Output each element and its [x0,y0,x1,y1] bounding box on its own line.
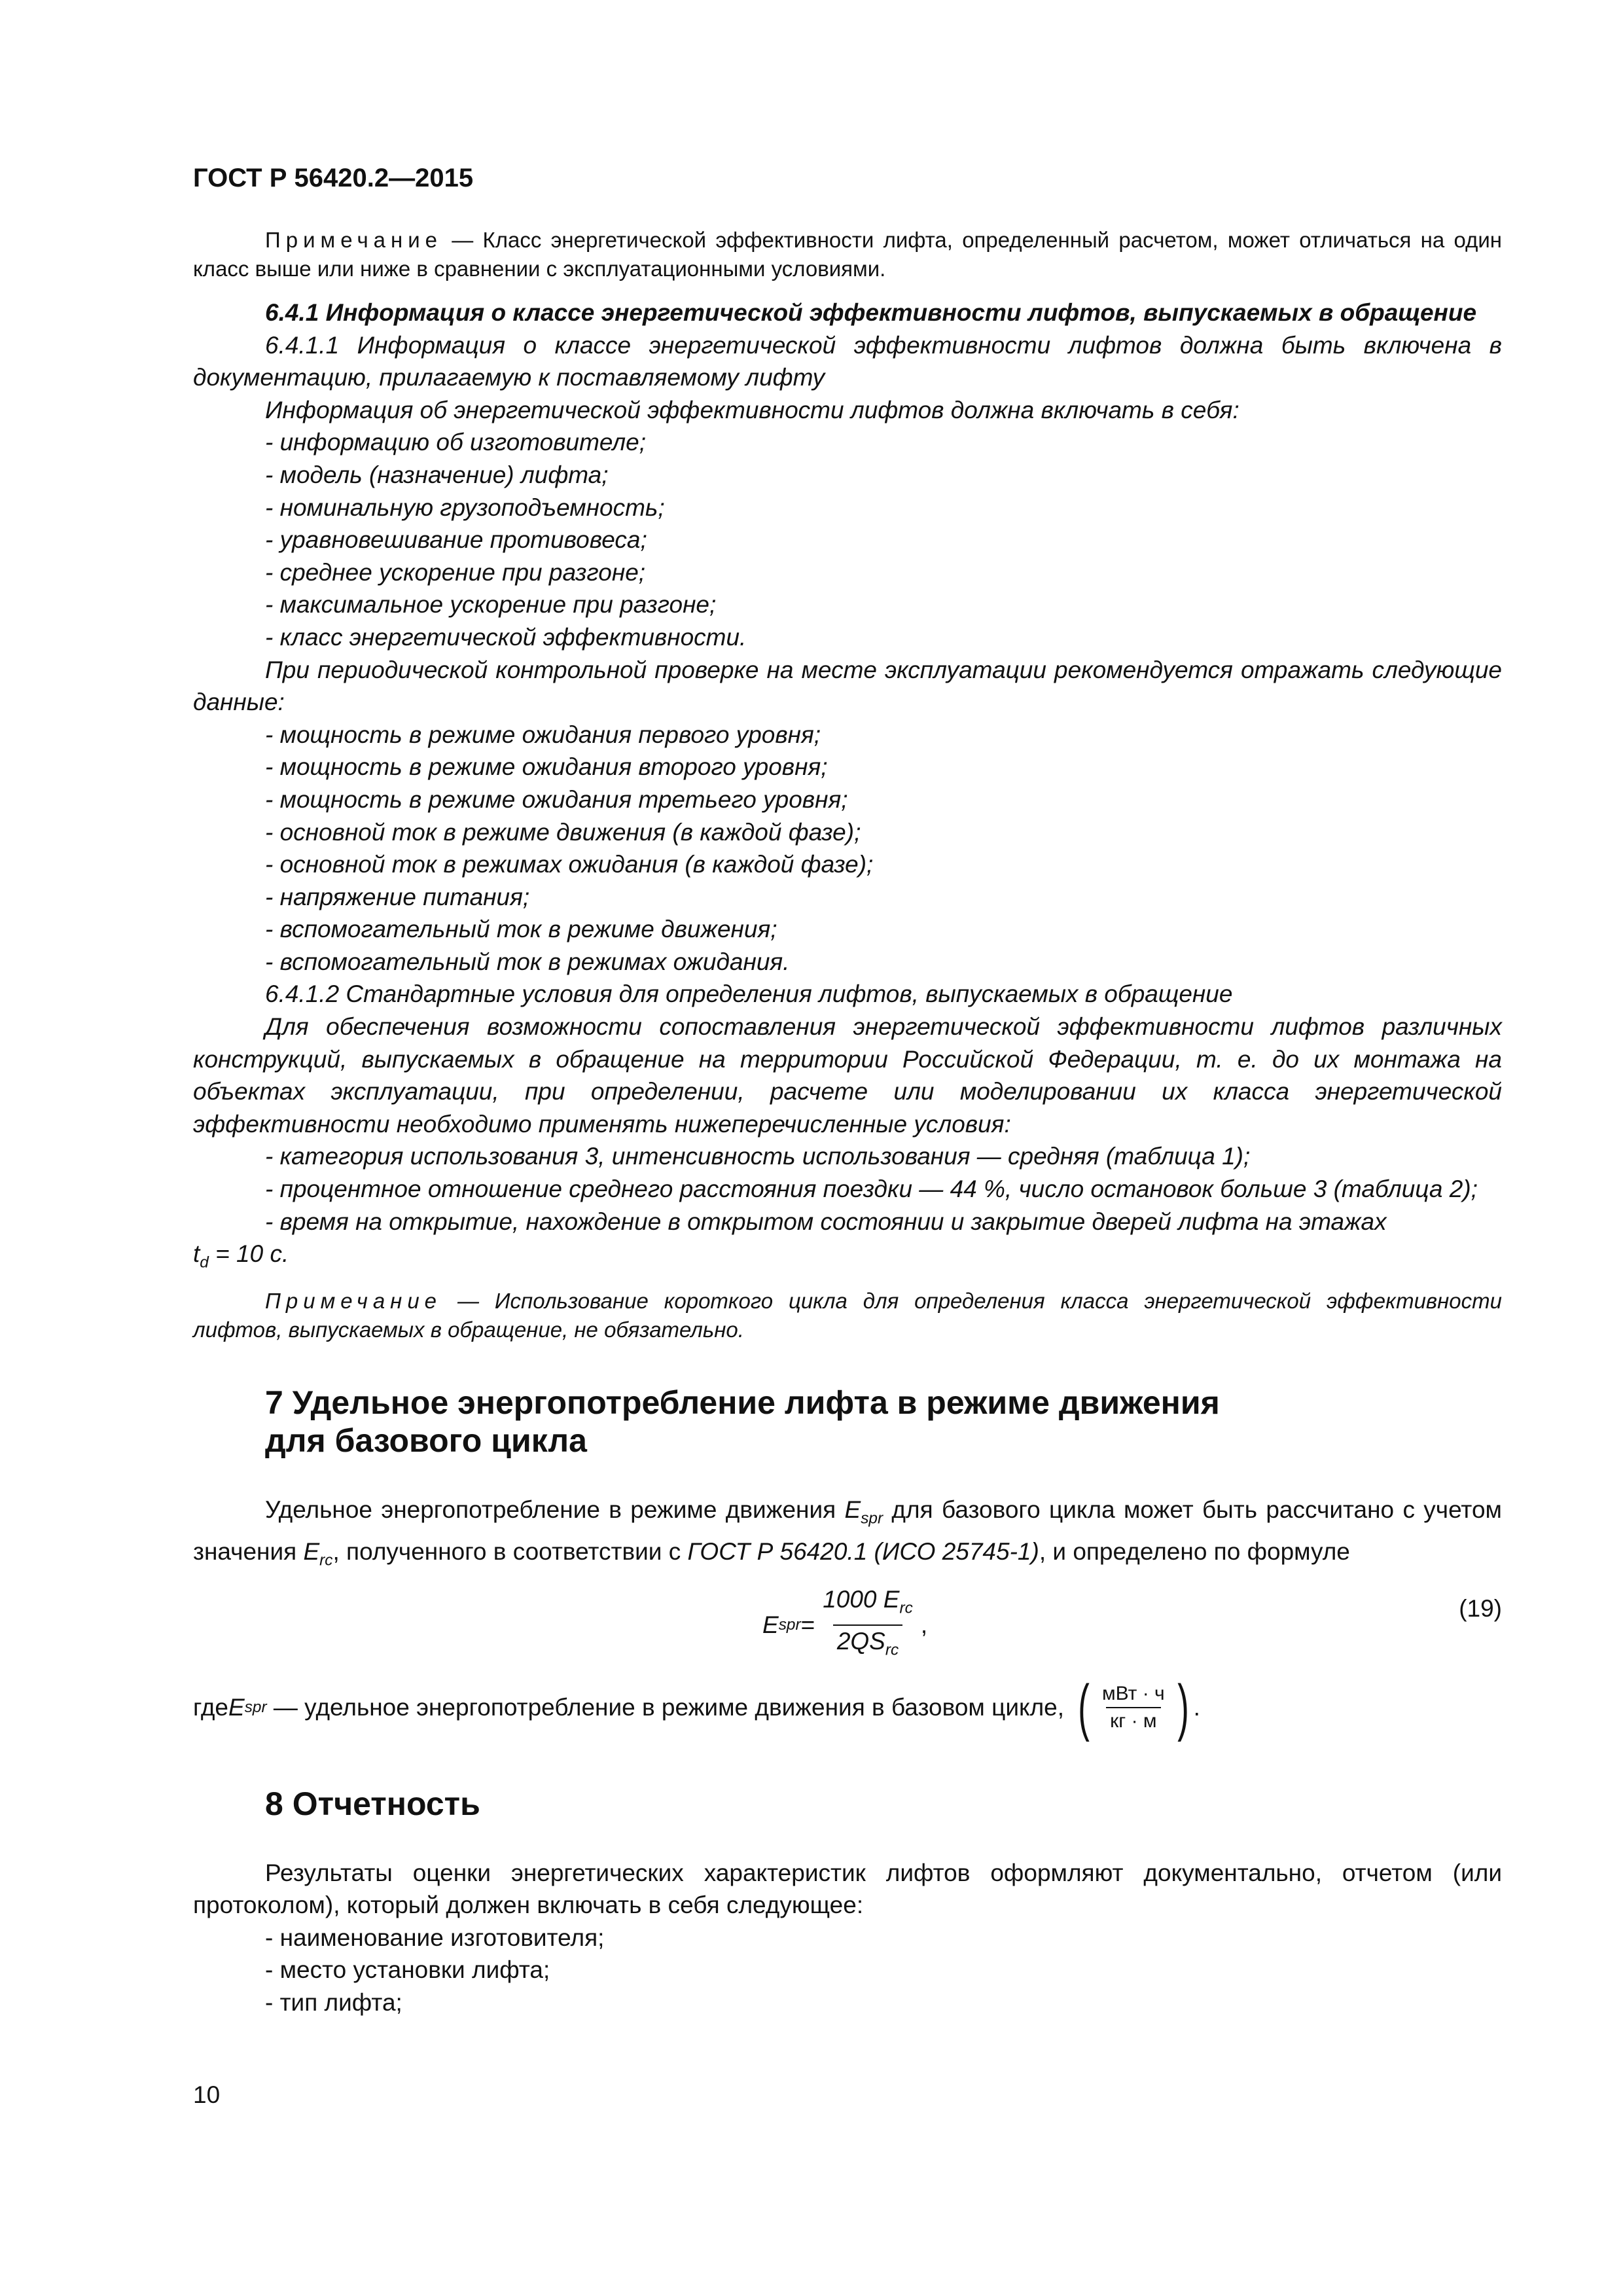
heading-section-8: 8 Отчетность [265,1785,480,1822]
td-value: = 10 с. [208,1240,289,1268]
list-item: - максимальное ускорение при разгоне; [265,591,717,619]
page-content [193,226,1502,2019]
text-run: Удельное энергопотребление в режиме движения [265,1496,845,1524]
list-item: - информацию об изготовителе; [265,429,647,456]
list-item: - уравновешивание противовеса; [265,526,647,554]
text-run: где [193,1693,229,1721]
list-item [193,1206,1502,1280]
list-item: - вспомогательный ток в режимах ожидания. [265,948,790,975]
list-check-data [193,719,1502,978]
heading-6-4-1: 6.4.1 Информация о классе энергетической эффективности лифтов, выпускаемых в обращение [265,299,1477,326]
note-2-label: Примечание [265,1289,442,1314]
list-item-text: - время на открытие, нахождение в открытом состоянии и закрытие дверей лифта на этажах [265,1208,1387,1235]
heading-section-7-line2: для базового цикла [265,1422,587,1460]
list-item: - место установки лифта; [265,1956,550,1984]
left-paren: ( [1078,1672,1090,1742]
formula-where-clause [193,1672,1502,1742]
subscript-spr: spr [861,1509,883,1528]
list-item: - класс энергетической эффективности. [265,623,747,651]
numerator-text: 1000 E [823,1586,900,1613]
fraction-numerator [819,1584,917,1624]
equation-number: (19) [1459,1594,1502,1622]
para-section-8: Результаты оценки энергетических характеристик лифтов оформляют документально, отчетом (или протоколом), который должен включать в себя следующее: [193,1859,1502,1919]
para-6-4-1-1: 6.4.1.1 Информация о классе энергетической эффективности лифтов должна быть включена в документацию, прилагаемую к поставляемому лифту [193,331,1502,391]
para-6-4-1-2: 6.4.1.2 Стандартные условия для определения лифтов, выпускаемых в обращение [265,980,1233,1008]
denominator-sub: rc [885,1641,899,1659]
list-item: - мощность в режиме ожидания первого уровня; [265,721,821,748]
para-section-7 [193,1494,1502,1576]
symbol-E: E [844,1496,861,1524]
list-item: - номинальную грузоподъемность; [265,493,665,521]
symbol-E: E [303,1537,320,1565]
list-item: - основной ток в режиме движения (в каждой фазе); [265,818,861,846]
note-2-text: — Использование короткого цикла для определения класса энергетической эффективности лифтов, выпускаемых в обращение, не обязательно. [193,1289,1502,1342]
list-item: - напряжение питания; [265,883,530,910]
numerator-sub: rc [899,1599,913,1617]
standard-header: ГОСТ Р 56420.2—2015 [193,164,474,192]
unit-expression [1073,1672,1194,1742]
list-item: - мощность в режиме ожидания третьего уровня; [265,785,848,813]
heading-section-7 [193,1384,1502,1460]
list-item: - тип лифта; [265,1989,402,2017]
subscript-rc: rc [319,1551,333,1570]
list-item: - процентное отношение среднего расстояния поездки — 44 %, число остановок больше 3 (таблица 2); [265,1175,1478,1203]
symbol-E: E [228,1693,245,1721]
text-run: , и определено по формуле [1039,1537,1350,1565]
list-item: - наименование изготовителя; [265,1924,605,1951]
text-run: для базового цикла может быть рассчитано с учетом значения [193,1496,1502,1565]
denominator-text: 2QS [836,1627,885,1655]
note-1-label: Примечание [265,228,443,252]
para-periodic-check: При периодической контрольной проверке на месте эксплуатации рекомендуется отражать следующие данные: [193,656,1502,716]
list-item: - категория использования 3, интенсивность использования — средняя (таблица 1); [265,1143,1251,1170]
formula-lhs: E [762,1611,779,1638]
list-item: - основной ток в режимах ожидания (в каждой фазе); [265,851,874,878]
td-subscript: d [200,1253,209,1272]
para-info-includes: Информация об энергетической эффективности лифтов должна включать в себя: [265,396,1240,423]
text-run: , полученного в соответствии с [332,1537,688,1565]
text-run: — удельное энергопотребление в режиме движения в базовом цикле, [266,1693,1065,1721]
unit-numerator: мВт · ч [1102,1682,1165,1704]
formula [762,1583,927,1667]
fraction-denominator [833,1624,902,1666]
standard-reference: ГОСТ Р 56420.1 (ИСО 25745-1) [687,1537,1039,1565]
para-comparison: Для обеспечения возможности сопоставления энергетической эффективности лифтов различных конструкций, выпускаемых в обращение на территории Российской Федерации, т. е. до их монтажа на объектах эксплуатации, при определении, расчете или моделировании их класса энергетической эффективности необходимо применять нижеперечисленные условия: [193,1013,1502,1138]
note-2 [193,1287,1502,1344]
text-run: . [1193,1693,1200,1721]
note-1 [193,226,1502,283]
formula-comma: , [920,1611,928,1638]
subscript-spr: spr [244,1698,267,1716]
heading-section-7-line1: 7 Удельное энергопотребление лифта в режиме движения [265,1384,1220,1422]
list-item: - среднее ускорение при разгоне; [265,558,646,586]
right-paren: ) [1177,1672,1189,1742]
td-symbol: t [193,1240,200,1268]
unit-fraction [1098,1681,1169,1734]
formula-lhs-sub: spr [778,1615,801,1634]
unit-denominator: кг · м [1106,1707,1160,1734]
list-item: - вспомогательный ток в режиме движения; [265,916,777,943]
list-info-items [193,426,1502,653]
list-item: - модель (назначение) лифта; [265,461,609,488]
formula-fraction [819,1584,917,1666]
equals-sign: = [800,1611,815,1638]
page-number: 10 [193,2081,221,2108]
note-1-text: — Класс энергетической эффективности лифта, определенный расчетом, может отличаться на один класс выше или ниже в сравнении с эксплуатационными условиями. [193,228,1502,281]
equation-19 [193,1583,1502,1667]
list-item: - мощность в режиме ожидания второго уровня; [265,753,828,781]
